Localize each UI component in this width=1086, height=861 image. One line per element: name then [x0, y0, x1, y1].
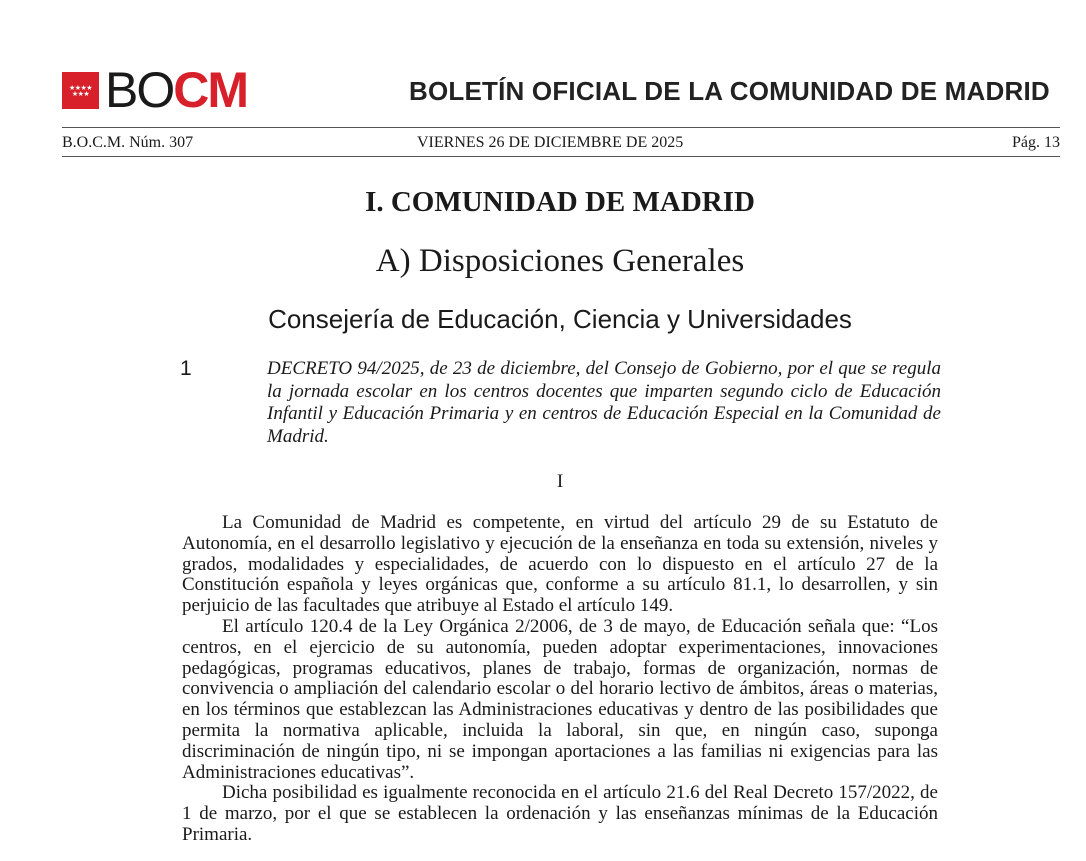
bocm-logo [62, 62, 248, 118]
page-number: Pág. 13 [1012, 134, 1060, 151]
issue-info-bar [62, 127, 1060, 157]
section-title: I. COMUNIDAD DE MADRID [365, 186, 755, 218]
issue-date: VIERNES 26 DE DICIEMBRE DE 2025 [417, 134, 684, 151]
paragraph: Dicha posibilidad es igualmente reconocida en el artículo 21.6 del Real Decreto 157/2022, de 1 de marzo, por el que se establecen la ordenación y las enseñanzas mínimas de la Educación Primaria. [182, 782, 938, 845]
madrid-flag-icon [62, 72, 99, 109]
logo-text-cm: CM [173, 62, 248, 118]
paragraph: La Comunidad de Madrid es competente, en virtud del artículo 29 de su Estatuto de Autonomía, en el desarrollo legislativo y ejecución de la enseñanza en toda su extensión, niveles y grados, modalidades y especialidades, de acuerdo con lo dispuesto en el artículo 27 de la Constitución española y leyes orgánicas que, conforme a su artículo 81.1, lo desarrollen, y sin perjuicio de las facultades que atribuye al Estado el artículo 149. [182, 512, 938, 617]
masthead-title: BOLETÍN OFICIAL DE LA COMUNIDAD DE MADRID [409, 76, 1050, 106]
bulletin-number: B.O.C.M. Núm. 307 [62, 134, 194, 151]
logo-text-bo: BO [105, 62, 174, 118]
logo-wordmark [105, 62, 248, 118]
paragraph: El artículo 120.4 de la Ley Orgánica 2/2006, de 3 de mayo, de Educación señala que: “Los centros, en el ejercicio de su autonomía, pueden adoptar experimentaciones, innovaciones pedagógicas, programas educativos, planes de trabajo, formas de organización, normas de convivencia o ampliación del calendario escolar o del horario lectivo de ámbitos, áreas o materias, en los términos que establezcan las Administraciones educativas y dentro de las posibilidades que permita la normativa aplicable, incluida la laboral, sin que, en ningún caso, suponga discriminación de ningún tipo, ni se impongan aportaciones a las familias ni exigencias para las Administraciones educativas”. [182, 615, 938, 783]
department-name: Consejería de Educación, Ciencia y Universidades [268, 304, 852, 334]
chapter-heading: I [556, 471, 564, 492]
item-number: 1 [180, 357, 192, 380]
flag-stars: ★★★★ ★★★ [68, 83, 93, 98]
body-text [182, 513, 938, 846]
decree-title: DECRETO 94/2025, de 23 de diciembre, del Consejo de Gobierno, por el que se regula la jornada escolar en los centros docentes que imparten segundo ciclo de Educación Infantil y Educación Primaria y en centros de Educación Especial en la Comunidad de Madrid. [267, 358, 941, 447]
subsection-title: A) Disposiciones Generales [375, 243, 745, 279]
